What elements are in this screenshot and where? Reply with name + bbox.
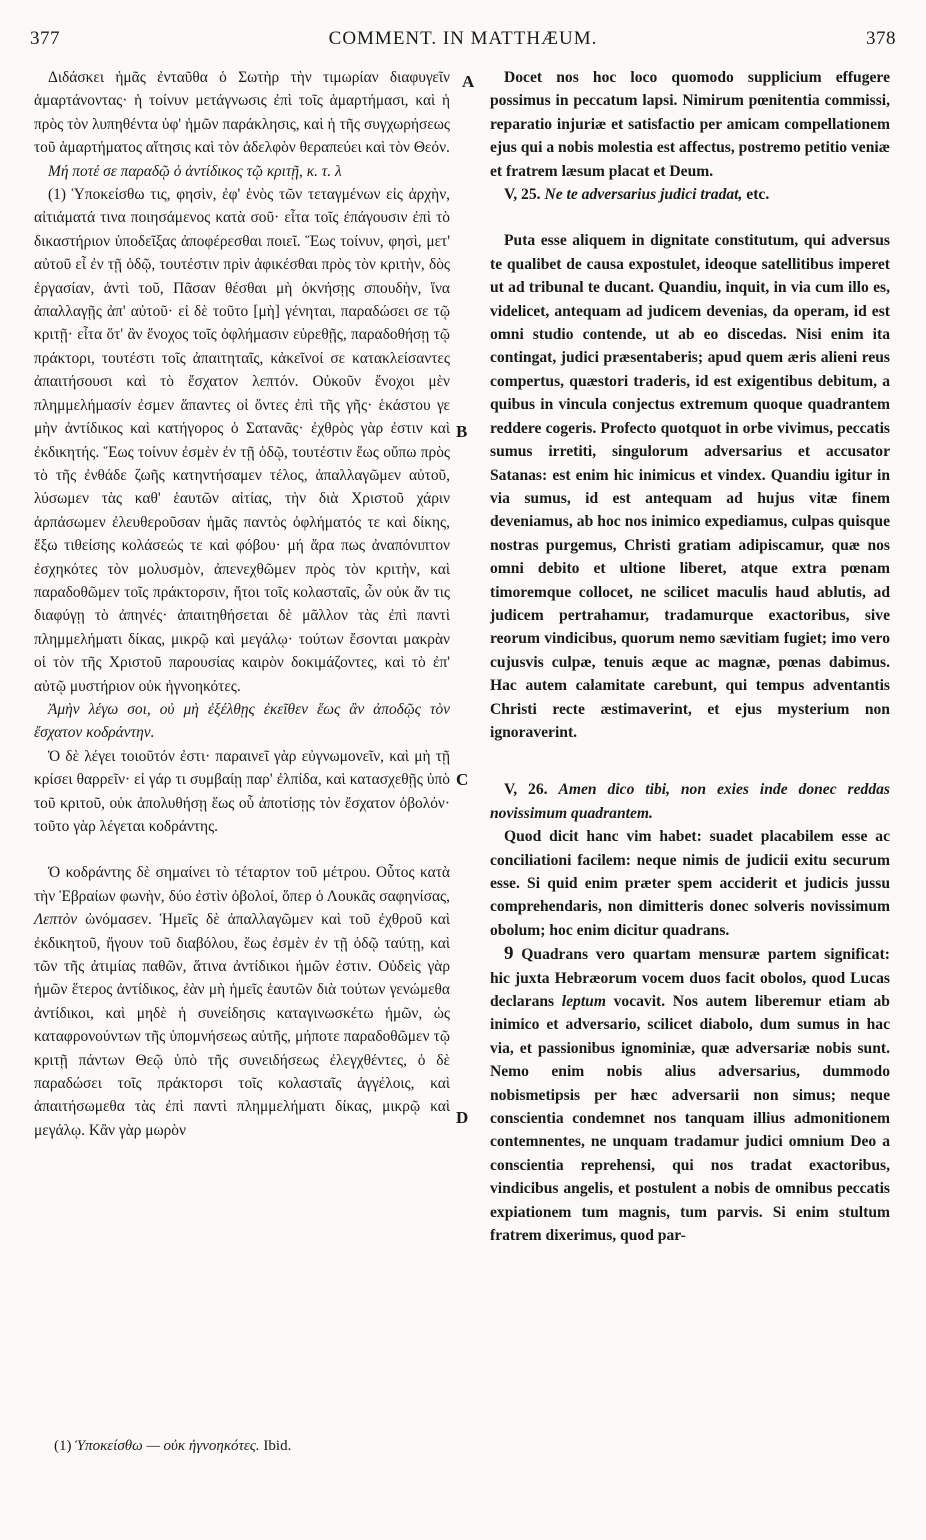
latin-lemma-2-text: Amen dico tibi, non exies inde donec reddas novissimum quadrantem. [490,781,890,822]
latin-paragraph-2: Puta esse aliquem in dignitate constitutum, qui adversus te qualibet de causa expostulet, ideoque satellitibus imperet ut ad tribunal te ducant. Quandiu, inquit, in via cum illo es, videlicet, antequam ad judicem devenias, da operam, id est omni studio contende, ut ab eo discedas. Nisi enim ita contingat, judici præsentaberis; apud quem æris alieni reus compertus, quæstori traderis, id est exigentibus debitum, a quibus in vincula conjectus extremum quoque quadrantem reddere cogeris. Profecto quotquot in orbe vivimus, peccatis sumus irretiti, singulorum adversarius et accusator Satanas: est enim hic inimicus et vindex. Quandiu igitur in via sumus, id est antequam ad hujus vitæ finem deveniamus, ab hoc nos inimico expediamus, culpas quisque nostras purgemus, Christi gratiam adipiscamur, quæ nos omni debito et ultione liberet, atque extra pœnam timoremque collocet, ne scilicet maculis haud ablutis, ad judicem pertrahamur, tradamurque exactoribus, sive reorum vindicibus, quorum nemo sævitiam fugiet; imo vero cujusvis culpæ, tenuis æque ac magnæ, pœnas dabimus. Hac autem calamitate carebunt, qui tempus adventantis Christi recte æstimaverint, et ejus mysterium non ignoraverint. [490,232,890,741]
greek-p4-text: Ὁ κοδράντης δὲ σημαίνει τὸ τέταρτον τοῦ μέτρου. Οὗτος κατὰ τὴν Ἑβραίων φωνὴν, δύο ἐστὶν ὀβολοί, ὅπερ ὁ Λουκᾶς σαφηνίσας, [34,864,450,905]
verse-ref-25: V, 25. [504,186,541,204]
latin-lemma-1-text: Ne te adversarius judici tradat, [544,186,743,204]
running-title: COMMENT. IN MATTHÆUM. [328,28,598,49]
greek-paragraph-4 [34,861,450,1142]
page-number-right: 378 [866,28,896,49]
margin-letter-c: C [456,770,469,789]
latin-paragraph-3: Quod dicit hanc vim habet: suadet placabilem esse ac conciliationi facilem: neque nimis de judicii exitu securum esse. Si quid enim præter spem acciderit et judicis jussu comprehendaris, non dimitteris donec solveris novissimum obolum; hoc enim dicitur quadrans. [490,828,890,939]
greek-lemma-1: Μή ποτέ σε παραδῷ ὁ ἀντίδικος τῷ κριτῇ, κ. τ. λ [48,162,342,180]
greek-paragraph-2: (1) Ὑποκείσθω τις, φησὶν, ἐφ' ἑνὸς τῶν τεταγμένων εἰς ἀρχὴν, αἰτιάματά τινα ποιησάμενος κατὰ σοῦ· εἶτα τοῖς ἐπάγουσιν ἐπὶ τὸ δικαστήριον ὑποδεῖξας ἀποφέρεσθαι ποιεῖ. Ἕως τοίνυν, φησὶ, μετ' αὐτοῦ εἶ ἐν τῇ ὁδῷ, τουτέστιν πρὶν ἀφικέσθαι πρὸς τὸν κριτὴν, δὸς ἐργασίαν, ἀντὶ τοῦ, Πᾶσαν θέσθαι μὴ ὀκνήσῃς σπουδὴν, ἵνα ἀπαλλαγῇς ἀπ' αὐτοῦ· εἰ δὲ τοῦτο [μὴ] γένηται, παραδώσει σε τῷ κριτῇ· εἶτα ὅτ' ἂν ἔνοχος τοῖς ὀφλήμασιν εὑρεθῇς, παραδοθήσῃ τῷ πράκτορι, τουτέστι τοῖς ἀπαιτηταῖς, κἀκεῖνοί σε κατακλείσαντες ἀπαιτήσουσι καὶ τὸ ἔσχατον λεπτόν. Οὐκοῦν ἔνοχοι μὲν πλημμελήμασίν ἐσμεν ἅπαντες οἱ ὄντες ἐπὶ τῆς γῆς· ἑκάστου γε μὴν ἀντίδικος καὶ κατήγορος ὁ Σατανᾶς· ἐχθρὸς γὰρ ἐστιν καὶ ἐκδικητής. Ἕως τοίνυν ἐσμὲν ἐν τῇ ὁδῷ, τουτέστιν ἕως οὔπω πρὸς τὸ τῆς ἐνθάδε ζωῆς κατηντήσαμεν τέλος, ἀπαλλαγῶμεν αὐτοῦ, λύσωμεν τὰς καθ' ἑαυτῶν αἰτίας, τὴν διὰ Χριστοῦ χάριν ἁρπάσωμεν ἐλευθεροῦσαν ἡμᾶς παντὸς ὀφλήματός τε καὶ δίκης, ἔξω τιθείσης κολάσεώς τε καὶ φόβου· μή ἄρα πως ἀναπόνιπτον ἐσχηκότες τὸν μολυσμὸν, ἀπενεχθῶμεν πρὸς τὸν κριτὴν, καὶ παραδοθῶμεν τοῖς πράκτορσιν, ἤτοι τοῖς κολασταῖς, ὧν οὐκ ἄν τις διαφύγῃ τὸ ἀπηνές· ἀπαιτηθήσεται δὲ μᾶλλον τὰς ἐπὶ παντὶ πλημμελήματι δίκας, μικρῷ καὶ μεγάλῳ· τούτων ἔσονται μακρὰν οἱ τὸν τῆς Χριστοῦ παρουσίας καιρὸν δοκιμάζοντες, καὶ τὸ ἐπ' αὐτῷ μυστήριον οὐκ ἠγνοηκότες. [34,186,450,695]
footnote-ref: Ibid. [259,1438,292,1454]
greek-p4-italic: Λεπτὸν [34,911,78,929]
greek-column [34,66,450,1142]
greek-paragraph-1: Διδάσκει ἡμᾶς ἐνταῦθα ὁ Σωτὴρ τὴν τιμωρίαν διαφυγεῖν ἁμαρτάνοντας· ἡ τοίνυν μετάγνωσις ἐπὶ τοῖς ἁμαρτήμασι, καὶ ἡ πρὸς τὸν λυπηθέντα ὑφ' ἡμῶν παράκλησις, καὶ ἡ τῆς συγχωρήσεως τοῦ ἁμαρτήματος αἴτησις καὶ τὸν ἀδελφὸν θεραπεύει καὶ τὸν Θεόν. [34,69,450,157]
latin-p4-text-cont: vocavit. Nos autem liberemur etiam ab inimico et adversario, scilicet diabolo, dum sumus in hac via, et passionibus ignominiæ, quæ adversariæ nobis sunt. Nemo enim nobis alius adversarius, dummodo nobismetipsis per hæc adversarii non simus; neque conscientia condemnet nos tanquam illius admonitionem contemnentes, ne unquam tradamur judici omnium Deo a conscientia reprehensi, qui nos tradat exactoribus, vindicibus angelis, et postulent a nobis de omnibus peccatis expiationem tum magnis, tum parvis. Si enim stultum fratrem dixerimus, quod par- [490,993,890,1245]
latin-column [490,66,890,1248]
latin-paragraph-1: Docet nos hoc loco quomodo supplicium effugere possimus in peccatum lapsi. Nimirum pœnitentia commissi, reparatio injuriæ et satisfactio per amicam compellationem ejus qui a nobis molestia est affectus, postremo petitio veniæ et fratrem læsum placat et Deum. [490,69,890,180]
greek-lemma-2: Ἀμὴν λέγω σοι, οὐ μὴ ἐξέλθῃς ἐκεῖθεν ἕως ἂν ἀποδῷς τὸν ἔσχατον κοδράντην. [34,700,450,742]
latin-paragraph-4 [490,942,890,1247]
verse-ref-26: V, 26. [504,781,548,799]
section-number: 9 [504,943,514,965]
latin-p4-text: Quadrans vero quartam mensuræ partem significat: hic juxta Hebræorum vocem duos facit obolos, quod Lucas declarans [490,946,890,1011]
footnote-text: Ὑποκείσθω — οὐκ ἠγνοηκότες. [75,1438,260,1454]
latin-lemma-2 [490,778,890,825]
greek-paragraph-3: Ὁ δὲ λέγει τοιοῦτόν ἐστι· παραινεῖ γὰρ εὐγνωμονεῖν, καὶ μὴ τῇ κρίσει θαρρεῖν· εἰ γάρ τι συμβαίῃ παρ' ἐλπίδα, καὶ κατασχεθῇς ὑπὸ τοῦ κριτοῦ, οὐκ ἀπολυθήσῃ ἕως οὗ ἀποτίσῃς τὸν ἔσχατον ὀβολόν· τοῦτο γὰρ λέγεται κοδράντης. [34,747,450,835]
footnote [54,1438,291,1455]
greek-p4-text-cont: ὠνόμασεν. Ἡμεῖς δὲ ἀπαλλαγῶμεν καὶ τοῦ ἐχθροῦ καὶ ἐκδικητοῦ, ἤγουν τοῦ διαβόλου, ἕως ἐσμὲν ἐν τῇ ὁδῷ ταύτῃ, καὶ τῶν τῆς ἀτιμίας παθῶν, ἅτινα ἀντίδικοι ἡμῶν ἐστιν. Οὐδεὶς γὰρ ἡμῶν ἕτερος ἀντίδικος, ἐὰν μὴ ἡμεῖς ἑαυτῶν διὰ τούτων γενώμεθα ἀντίδικοι, καὶ μηδὲ ἡ συνείδησις καταγινωσκέτω ἡμῶν, ὡς καταφρονούντων τῆς ὑπομνήσεως αὐτῆς, μήποτε παραδοθῶμεν τῷ κριτῇ πάντων Θεῷ ὑπὸ τῆς συνειδήσεως ἐλεγχθέντες, ὁ δὲ παραδώσει τοῖς πράκτορσι τοῖς κολασταῖς ἀγγέλοις, καὶ ἀπαιτήσωμεθα τὰς ἐπὶ παντὶ πλημμελήματι δίκας, μικρῷ καὶ μεγάλῳ. Κἂν γὰρ μωρὸν [34,911,450,1139]
running-header [30,28,896,56]
margin-letter-d: D [456,1108,469,1127]
footnote-mark: (1) [54,1438,72,1454]
margin-letter-b: B [456,422,468,441]
page-number-left: 377 [30,28,60,49]
latin-p4-italic: leptum [561,993,606,1011]
margin-letter-a: A [462,72,475,91]
latin-lemma-1-tail: etc. [742,186,770,204]
latin-lemma-1 [490,183,890,206]
